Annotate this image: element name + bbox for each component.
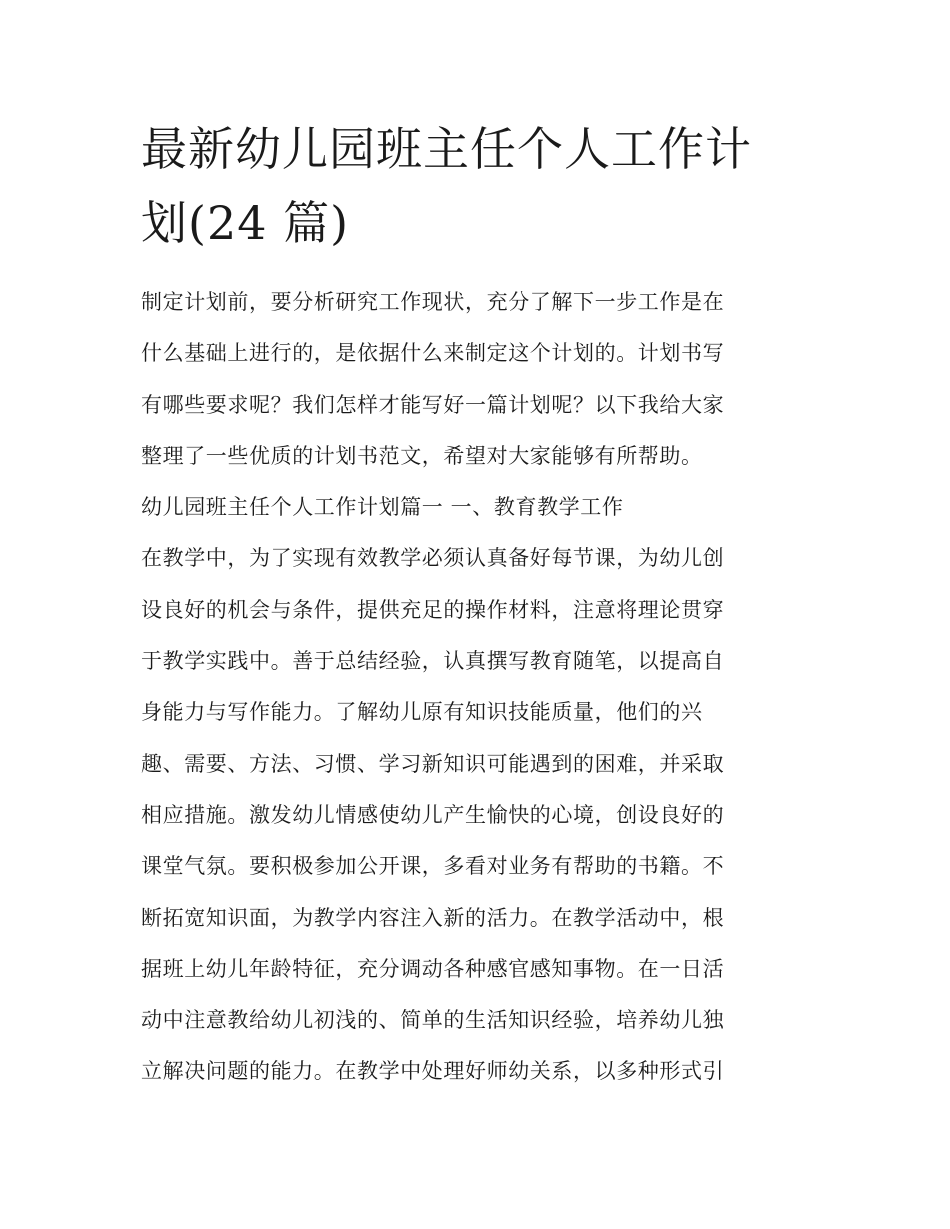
body-line: 制定计划前，要分析研究工作现状，充分了解下一步工作是在 (141, 290, 725, 314)
body-line: 趣、需要、方法、习惯、学习新知识可能遇到的困难，并采取 (141, 751, 725, 776)
body-line: 在教学中，为了实现有效教学必须认真备好每节课，为幼儿创 (141, 546, 725, 571)
body-line: 据班上幼儿年龄特征，充分调动各种感官感知事物。在一日活 (141, 956, 725, 981)
body-line: 断拓宽知识面，为教学内容注入新的活力。在教学活动中，根 (141, 905, 725, 930)
document-title (141, 112, 821, 260)
body-line: 什么基础上进行的，是依据什么来制定这个计划的。计划书写 (141, 341, 725, 366)
section-heading-line: 幼儿园班主任个人工作计划篇一 一、教育教学工作 (141, 495, 624, 520)
body-line: 相应措施。激发幼儿情感使幼儿产生愉快的心境，创设良好的 (141, 802, 725, 827)
body-line: 于教学实践中。善于总结经验，认真撰写教育随笔，以提高自 (141, 649, 725, 674)
body-line: 设良好的机会与条件，提供充足的操作材料，注意将理论贯穿 (141, 597, 725, 622)
body-line: 整理了一些优质的计划书范文，希望对大家能够有所帮助。 (141, 443, 703, 468)
body-line: 课堂气氛。要积极参加公开课，多看对业务有帮助的书籍。不 (141, 854, 725, 879)
title-line-2: 划(24 篇) (141, 196, 350, 250)
title-line-1: 最新幼儿园班主任个人工作计 (141, 122, 752, 176)
document-body (141, 277, 831, 1098)
body-line: 身能力与写作能力。了解幼儿原有知识技能质量，他们的兴 (141, 700, 703, 725)
body-line: 动中注意教给幼儿初浅的、简单的生活知识经验，培养幼儿独 (141, 1008, 725, 1033)
body-line: 有哪些要求呢？我们怎样才能写好一篇计划呢？以下我给大家 (141, 392, 725, 417)
body-line: 立解决问题的能力。在教学中处理好师幼关系，以多种形式引 (141, 1059, 725, 1084)
